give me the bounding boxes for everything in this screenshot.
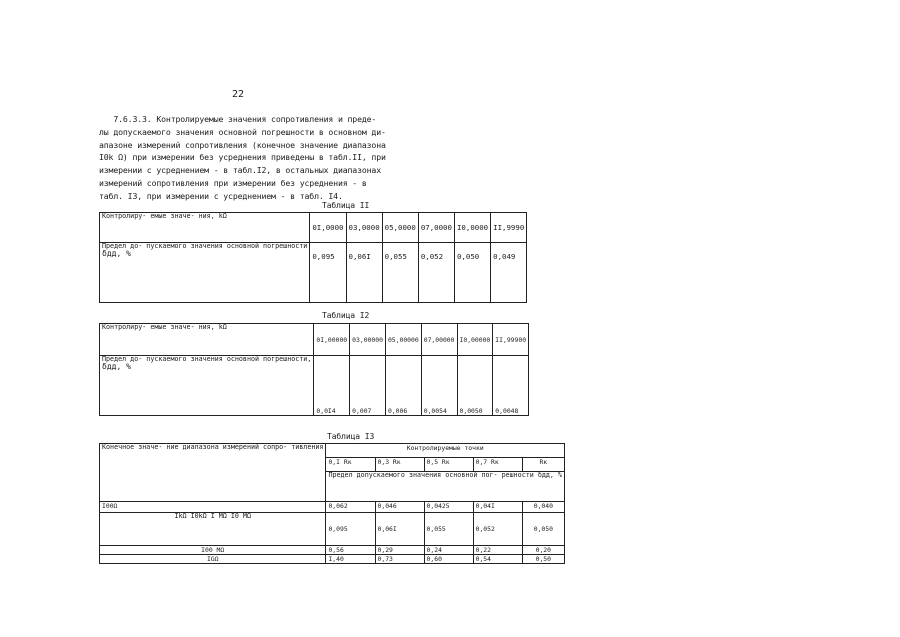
table13-cell: 0,54	[473, 555, 522, 564]
table13-cell: 0,055	[424, 513, 473, 546]
table13-cell: 0,20	[522, 546, 564, 555]
table11-value: 0I,0000	[310, 213, 346, 243]
table13-point: 0,7 Rк	[473, 458, 522, 472]
table11-value: 03,0000	[346, 213, 382, 243]
table12	[99, 323, 529, 416]
table13-cell: 0,06I	[375, 513, 424, 546]
table13-cell: 0,50	[522, 555, 564, 564]
table12-value: 05,00000	[385, 324, 421, 356]
table11-row2-symbol: δдд, %	[102, 249, 131, 259]
table12-limit: 0,0048	[493, 356, 529, 416]
table13-range: I00Ω	[100, 502, 326, 513]
table12-value: I0,00000	[457, 324, 493, 356]
table13-cell: 0,046	[375, 502, 424, 513]
table13-cell: 0,050	[522, 513, 564, 546]
table12-value: 03,00000	[350, 324, 386, 356]
table13-point: 0,3 Rк	[375, 458, 424, 472]
table13-cell: 0,052	[473, 513, 522, 546]
table12-limit: 0,0054	[421, 356, 457, 416]
table11-limit: 0,06I	[346, 243, 382, 303]
table13-cell: 0,0425	[424, 502, 473, 513]
table11-limit: 0,052	[418, 243, 454, 303]
table11-row1-header: Контролиру- емые значе- ния, kΩ	[100, 213, 310, 243]
table11-limit: 0,055	[382, 243, 418, 303]
table12-limit: 0,0I4	[314, 356, 350, 416]
table12-limit: 0,006	[385, 356, 421, 416]
table13-caption: Таблица I3	[327, 432, 375, 441]
table12-caption: Таблица I2	[322, 311, 370, 320]
table11-row2-header	[100, 243, 310, 303]
table11-value: 07,0000	[418, 213, 454, 243]
table13-cell: 0,56	[326, 546, 375, 555]
table13-cell: I,40	[326, 555, 375, 564]
table11-limit: 0,095	[310, 243, 346, 303]
table13-cell: 0,22	[473, 546, 522, 555]
table12-row2-symbol: δдд, %	[102, 362, 131, 372]
table12-value: 07,00000	[421, 324, 457, 356]
table11-row2-label: Предел до- пускаемого значения основной погрешности	[102, 242, 308, 250]
table13-range-header: Конечное значе- ние диапазона измерений сопро- тивления	[100, 444, 326, 502]
table12-row1-header: Контролиру- емые значе- ния, kΩ	[100, 324, 314, 356]
table12-limit: 0,007	[350, 356, 386, 416]
table11-limit: 0,049	[491, 243, 527, 303]
table11-value: 05,0000	[382, 213, 418, 243]
table13-group-header: Контролируемые точки	[326, 444, 565, 458]
table13-cell: 0,040	[522, 502, 564, 513]
table12-value: II,99900	[493, 324, 529, 356]
table12-value: 0I,00000	[314, 324, 350, 356]
page-number: 22	[232, 89, 245, 100]
table11-limit: 0,050	[454, 243, 490, 303]
table13-cell: 0,04I	[473, 502, 522, 513]
table13-point: Rк	[522, 458, 564, 472]
table13-range: IkΩ I0kΩ I MΩ I0 MΩ	[100, 513, 326, 546]
table13-range: IGΩ	[100, 555, 326, 564]
table12-limit: 0,0050	[457, 356, 493, 416]
body-paragraph: 7.6.3.3. Контролируемые значения сопротивления и преде- лы допускаемого значения основной погрешности в основном ди- апазоне измерений сопротивления (конечное значение диапазона I0k Ω) при измерении без усреднения приведены в табл.II, при измерении с усреднением - в табл.I2, в остальных диапазонах измерений сопротивления при измерении без усреднения - в табл. I3, при измерении с усреднением - в табл. I4.	[99, 114, 386, 201]
table11	[99, 212, 527, 303]
table13-cell: 0,24	[424, 546, 473, 555]
table12-row2-label: Предел до- пускаемого значения основной погрешности,	[102, 355, 312, 363]
table13-limit-header: Предел допускаемого значения основной пог- решности δдд, %	[326, 472, 565, 502]
table13-point: 0,5 Rк	[424, 458, 473, 472]
table13-range: I00 MΩ	[100, 546, 326, 555]
table11-caption: Таблица II	[322, 201, 370, 210]
table13-cell: 0,095	[326, 513, 375, 546]
table13	[99, 443, 565, 564]
table12-row2-header	[100, 356, 314, 416]
table13-cell: 0,29	[375, 546, 424, 555]
table13-cell: 0,60	[424, 555, 473, 564]
table13-cell: 0,062	[326, 502, 375, 513]
table13-point: 0,I Rк	[326, 458, 375, 472]
table13-cell: 0,73	[375, 555, 424, 564]
table11-value: I0,0000	[454, 213, 490, 243]
table11-value: II,9990	[491, 213, 527, 243]
